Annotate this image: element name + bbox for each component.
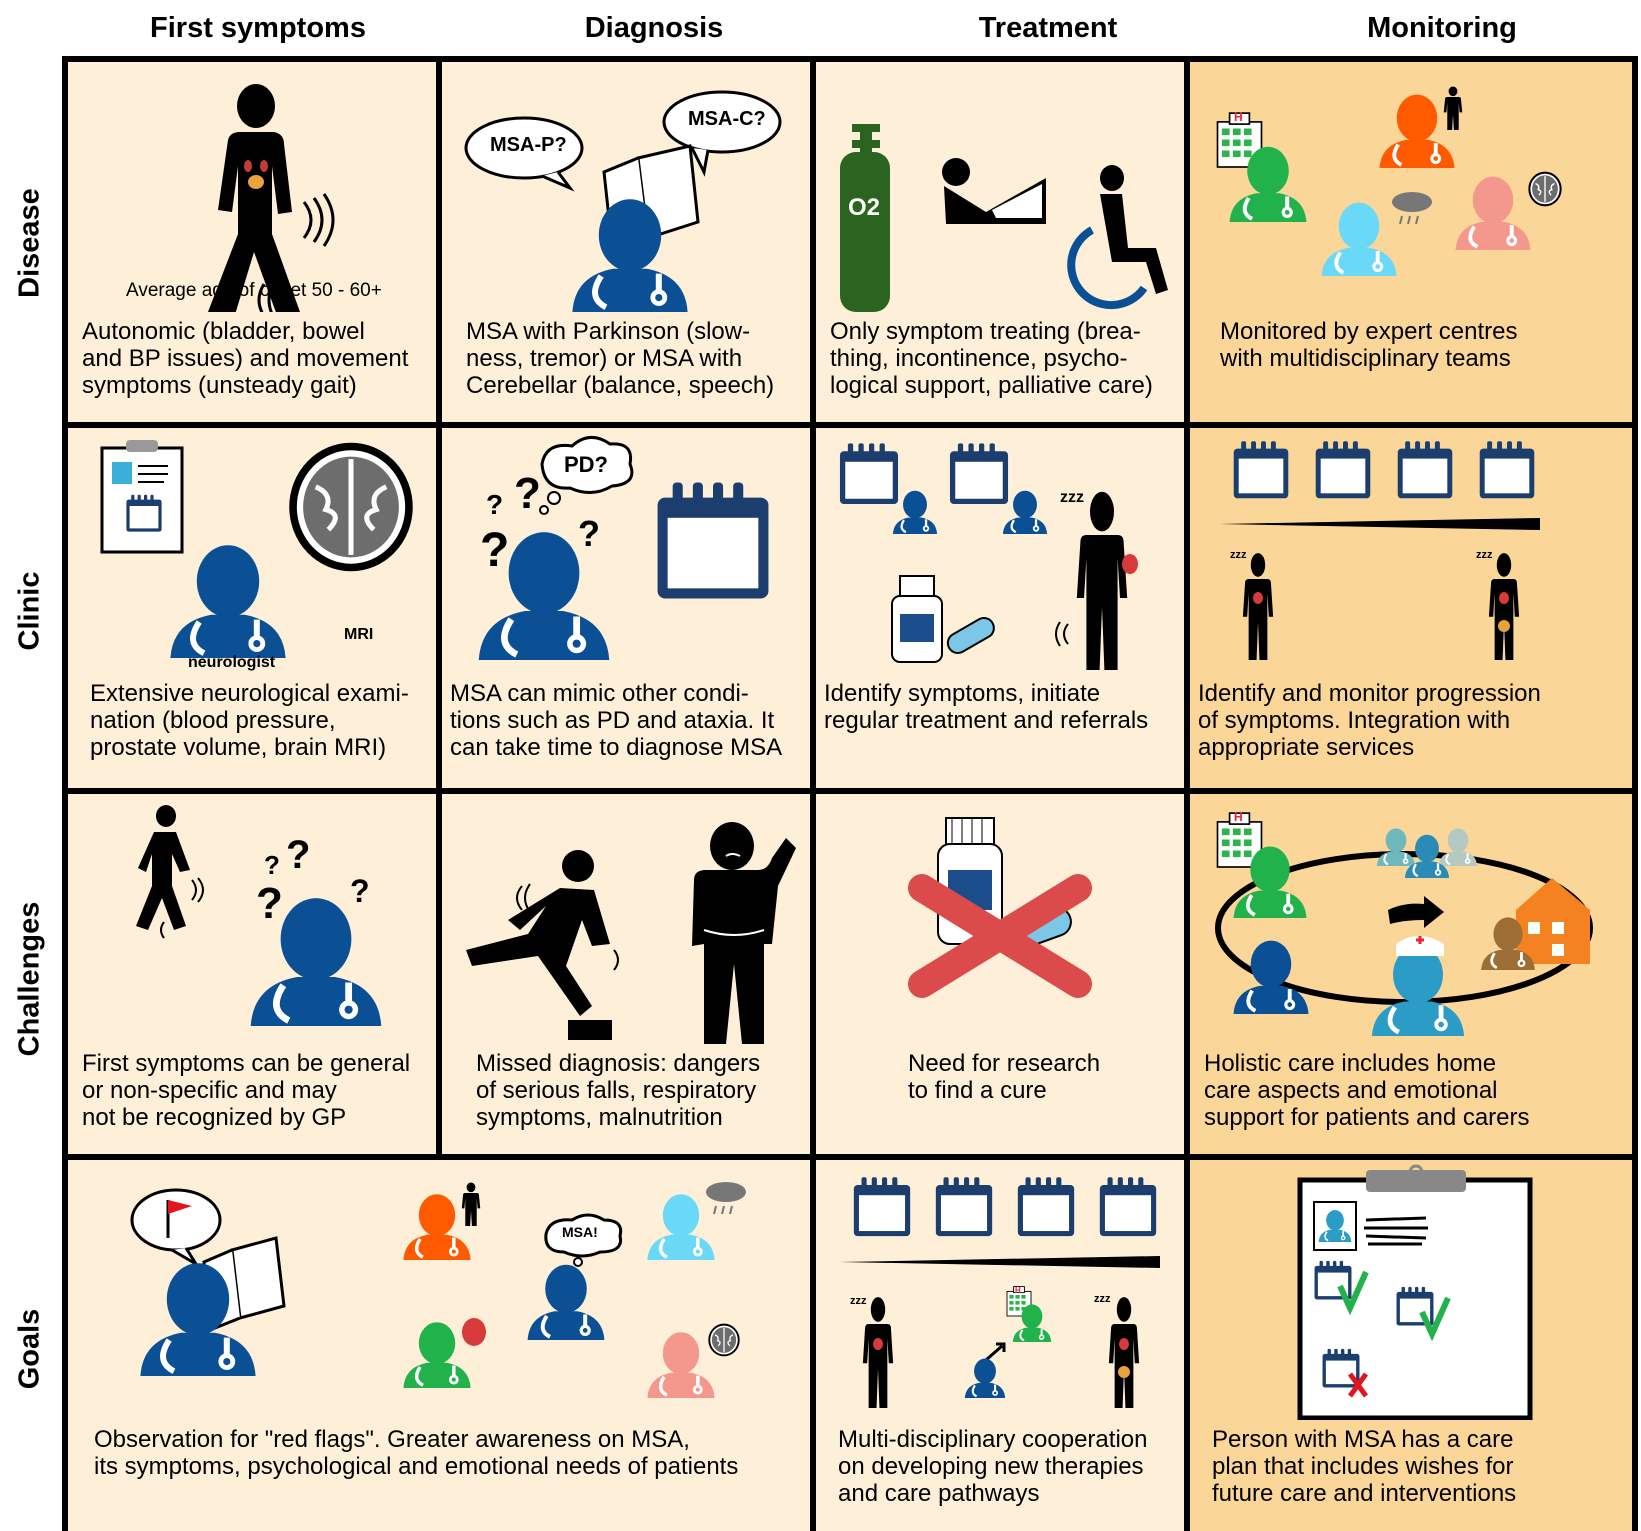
calendar-icon — [126, 495, 161, 532]
cell-challenges-diagnosis — [442, 794, 810, 1154]
referral-arrow-icon — [986, 1344, 1004, 1360]
tremor-lines-icon — [1056, 622, 1068, 646]
doctor-icon — [1234, 941, 1309, 1014]
doctor-icon — [1456, 177, 1531, 250]
cell-goals-first-symptoms-diagnosis — [68, 1160, 810, 1531]
neurologist-label: neurologist — [188, 654, 276, 671]
timeline-wedge-icon — [840, 1256, 1160, 1268]
cell-clinic-first-symptoms — [68, 428, 436, 788]
clinic-treatment-text: Identify symptoms, initiate regular treatment and referrals — [824, 680, 1149, 734]
svg-text:zzz: zzz — [1094, 1293, 1111, 1305]
rain-cloud-icon — [1392, 192, 1432, 224]
column-header-monitoring: Monitoring — [1367, 12, 1517, 44]
patient-icon — [1243, 553, 1273, 660]
hospital-bed-icon — [942, 158, 1046, 224]
walking-person-icon — [208, 84, 300, 312]
svg-text:?: ? — [350, 873, 370, 909]
calendar-icon — [1316, 441, 1371, 498]
doctor-icon — [893, 491, 937, 534]
challenges-monitoring-text: Holistic care includes home care aspects and emotional support for patients and carers — [1204, 1050, 1530, 1131]
calendar-icon — [950, 443, 1008, 504]
doctor-icon — [1322, 203, 1397, 276]
walking-person-icon — [136, 805, 190, 930]
calendar-icon — [840, 443, 898, 504]
doctor-icon — [528, 1265, 605, 1340]
doctor-icon — [403, 1194, 470, 1260]
walking-person-icon — [1444, 86, 1462, 130]
svg-text:?: ? — [264, 850, 280, 880]
sleep-zzz-icon: zzz — [1060, 489, 1084, 506]
disease-first-symptoms-text: Autonomic (bladder, bowel and BP issues) and movement symptoms (unsteady gait) — [82, 318, 409, 399]
row-header-disease: Disease — [13, 188, 46, 298]
clinic-diagnosis-text: MSA can mimic other condi- tions such as PD and ataxia. It can take time to diagnose MSA — [450, 680, 783, 761]
home-icon — [1516, 878, 1590, 964]
onset-age-caption: Average age of onset 50 - 60+ — [126, 280, 382, 301]
row-header-goals: Goals — [13, 1308, 46, 1389]
column-header-diagnosis: Diagnosis — [584, 12, 724, 44]
doctor-icon — [965, 1359, 1005, 1398]
falling-person-icon — [466, 850, 612, 1040]
svg-text:?: ? — [286, 833, 311, 877]
goals-treatment-text: Multi-disciplinary cooperation on developing new therapies and care pathways — [838, 1426, 1148, 1507]
column-header-treatment: Treatment — [978, 12, 1118, 44]
goals-monitoring-text: Person with MSA has a care plan that includes wishes for future care and interventions — [1212, 1426, 1517, 1507]
journey-grid — [62, 56, 1638, 1531]
cell-disease-treatment — [816, 62, 1184, 422]
cell-challenges-monitoring — [1190, 794, 1632, 1154]
patient-icon — [1489, 553, 1519, 660]
calendar-icon — [658, 483, 769, 599]
confused-person-icon — [692, 822, 796, 1044]
wheelchair-icon — [1071, 165, 1168, 305]
brain-icon — [1529, 173, 1560, 206]
svg-text:?: ? — [578, 513, 600, 554]
cell-goals-treatment — [816, 1160, 1184, 1531]
timeline-wedge-icon — [1220, 518, 1540, 530]
calendar-icon — [1398, 441, 1453, 498]
pd-bubble-label: PD? — [564, 452, 608, 477]
cell-clinic-treatment — [816, 428, 1184, 788]
svg-text:?: ? — [256, 879, 283, 928]
heart-icon — [1122, 554, 1138, 574]
nurse-icon — [1372, 946, 1464, 1036]
doctor-icon — [647, 1332, 714, 1398]
calendar-icon — [854, 1177, 910, 1236]
msa-c-bubble-label: MSA-C? — [688, 108, 766, 130]
group-icon — [1439, 828, 1477, 866]
cell-challenges-first-symptoms — [68, 794, 436, 1154]
svg-text:?: ? — [514, 469, 541, 518]
clinic-first-symptoms-text: Extensive neurological exami- nation (blood pressure, prostate volume, brain MRI) — [90, 680, 409, 761]
nurse-cap-icon — [1396, 936, 1444, 956]
hospital-letter: H — [1234, 110, 1243, 124]
cell-challenges-treatment — [816, 794, 1184, 1154]
brain-mri-icon — [293, 447, 409, 568]
cell-disease-diagnosis — [442, 62, 810, 422]
msa-bubble-label: MSA! — [562, 1224, 598, 1240]
doctor-icon — [403, 1322, 470, 1388]
clinic-monitoring-text: Identify and monitor progression of symptoms. Integration with appropriate services — [1198, 680, 1541, 761]
brain-icon — [709, 1325, 738, 1356]
svg-text:?: ? — [480, 524, 510, 577]
mri-label: MRI — [344, 626, 374, 643]
disease-treatment-text: Only symptom treating (brea- thing, incontinence, psycho- logical support, palliative care) — [830, 318, 1153, 399]
doctor-icon — [1380, 95, 1455, 168]
goals-first-symptoms-text: Observation for "red flags". Greater awareness on MSA, its symptoms, psychological and emotional needs of patients — [94, 1426, 739, 1480]
row-header-challenges: Challenges — [13, 901, 46, 1057]
calendar-icon — [1018, 1177, 1074, 1236]
svg-text:?: ? — [486, 489, 504, 520]
clipboard-icon — [102, 440, 182, 552]
doctor-icon — [170, 545, 285, 658]
heart-icon — [462, 1318, 486, 1346]
thought-bubble-icon — [546, 1215, 621, 1266]
group-icon — [1377, 828, 1415, 866]
challenges-treatment-text: Need for research to find a cure — [908, 1050, 1101, 1104]
calendar-icon — [936, 1177, 992, 1236]
oxygen-tank-label: O2 — [848, 194, 881, 221]
hand-arrow-icon — [1388, 896, 1444, 928]
rain-cloud-icon — [706, 1182, 746, 1214]
doctor-icon — [1003, 491, 1047, 534]
capsule-icon — [944, 614, 997, 656]
svg-text:zzz: zzz — [1230, 549, 1247, 561]
svg-text:zzz: zzz — [850, 1295, 867, 1307]
patient-icon — [1077, 492, 1127, 670]
svg-text:zzz: zzz — [1476, 549, 1493, 561]
speech-bubble-icon — [132, 1190, 220, 1264]
cell-disease-monitoring — [1190, 62, 1632, 422]
challenges-first-symptoms-text: First symptoms can be general or non-specific and may not be recognized by GP — [82, 1050, 411, 1131]
patient-icon — [863, 1297, 893, 1408]
msa-p-bubble-label: MSA-P? — [490, 134, 567, 156]
disease-diagnosis-text: MSA with Parkinson (slow- ness, tremor) or MSA with Cerebellar (balance, speech) — [466, 318, 775, 399]
walking-person-icon — [462, 1182, 480, 1226]
pill-bottle-icon — [892, 576, 942, 662]
challenges-diagnosis-text: Missed diagnosis: dangers of serious falls, respiratory symptoms, malnutrition — [476, 1050, 761, 1131]
patient-icon — [1109, 1297, 1139, 1408]
cell-clinic-diagnosis — [442, 428, 810, 788]
calendar-icon — [1100, 1177, 1156, 1236]
row-header-clinic: Clinic — [13, 571, 46, 651]
disease-monitoring-text: Monitored by expert centres with multidisciplinary teams — [1220, 318, 1518, 372]
cell-goals-monitoring — [1190, 1160, 1632, 1531]
cell-disease-first-symptoms — [68, 62, 436, 422]
column-header-first-symptoms: First symptoms — [150, 12, 366, 44]
hospital-letter: H — [1234, 810, 1243, 824]
calendar-icon — [1480, 441, 1535, 498]
cell-clinic-monitoring — [1190, 428, 1632, 788]
calendar-icon — [1234, 441, 1289, 498]
doctor-icon — [647, 1194, 714, 1260]
hospital-letter: H — [1015, 1286, 1021, 1295]
